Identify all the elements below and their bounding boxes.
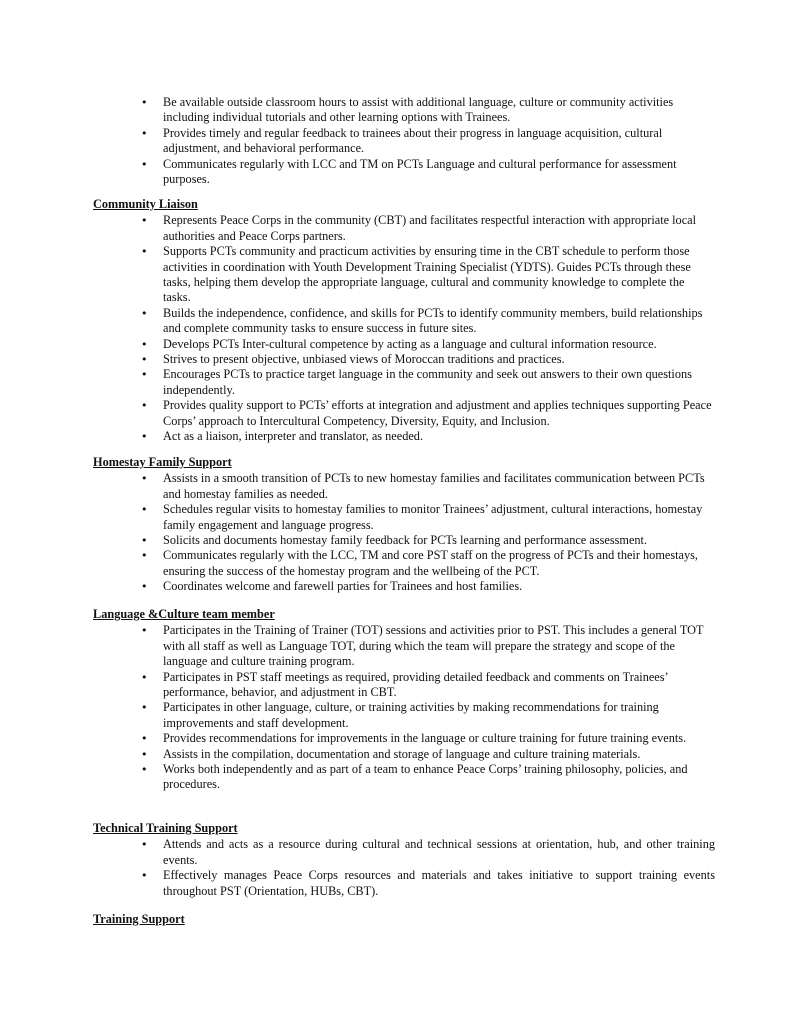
- list-item: • Develops PCTs Inter-cultural competence by acting as a language and cultural information resource.: [163, 337, 715, 352]
- training-support-section: [93, 912, 715, 928]
- list-item: • Provides quality support to PCTs’ efforts at integration and adjustment and applies techniques supporting Peace Corps’ approach to Intercultural Competency, Diversity, Equity, and Inclusion.: [163, 398, 715, 429]
- community-liaison-list: [93, 213, 715, 444]
- list-item: • Strives to present objective, unbiased views of Moroccan traditions and practices.: [163, 352, 715, 367]
- list-item: • Builds the independence, confidence, and skills for PCTs to identify community members, build relationships and complete community tasks to ensure success in future sites.: [163, 306, 715, 337]
- section-heading: Community Liaison: [93, 197, 198, 211]
- list-item: • Communicates regularly with the LCC, TM and core PST staff on the progress of PCTs and their homestays, ensuring the success of the homestay program and the wellbeing of the PCT.: [163, 548, 715, 579]
- list-item: • Supports PCTs community and practicum activities by ensuring time in the CBT schedule to perform those activities in coordination with Youth Development Training Specialist (YDTS). Guides PCTs through these tasks, helping them develop the appropriate language, cultural and community knowledge to complete the tasks.: [163, 244, 715, 306]
- list-item: • Works both independently and as part of a team to enhance Peace Corps’ training philosophy, policies, and procedures.: [163, 762, 715, 793]
- language-culture-team-member-section: [93, 607, 715, 793]
- language-culture-team-member-list: [93, 623, 715, 792]
- intro-bullet-list: [163, 95, 715, 187]
- list-item: • Act as a liaison, interpreter and translator, as needed.: [163, 429, 715, 444]
- section-heading: Language &Culture team member: [93, 607, 275, 621]
- technical-training-support-list: [93, 837, 715, 899]
- list-item: • Communicates regularly with LCC and TM on PCTs Language and cultural performance for assessment purposes.: [163, 157, 715, 188]
- list-item: • Assists in a smooth transition of PCTs to new homestay families and facilitates communication between PCTs and homestay families as needed.: [163, 471, 715, 502]
- list-item: • Represents Peace Corps in the community (CBT) and facilitates respectful interaction with appropriate local authorities and Peace Corps partners.: [163, 213, 715, 244]
- technical-training-support-section: [93, 821, 715, 899]
- list-item: • Participates in the Training of Trainer (TOT) sessions and activities prior to PST. This includes a general TOT with all staff as well as Language TOT, during which the team will prepare the strategy and scope of the language and culture training program.: [163, 623, 715, 669]
- list-item: • Schedules regular visits to homestay families to monitor Trainees’ adjustment, cultural interactions, homestay family engagement and language progress.: [163, 502, 715, 533]
- community-liaison-section: [93, 197, 715, 445]
- list-item: • Assists in the compilation, documentation and storage of language and culture training materials.: [163, 747, 715, 762]
- list-item: • Coordinates welcome and farewell parties for Trainees and host families.: [163, 579, 715, 594]
- list-item: • Effectively manages Peace Corps resources and materials and takes initiative to support training events throughout PST (Orientation, HUBs, CBT).: [163, 868, 715, 899]
- list-item: • Solicits and documents homestay family feedback for PCTs learning and performance assessment.: [163, 533, 715, 548]
- list-item: • Provides recommendations for improvements in the language or culture training for future training events.: [163, 731, 715, 746]
- list-item: • Provides timely and regular feedback to trainees about their progress in language acquisition, cultural adjustment, and behavioral performance.: [163, 126, 715, 157]
- homestay-family-support-section: [93, 455, 715, 595]
- section-heading: Technical Training Support: [93, 821, 238, 835]
- section-heading: Training Support: [93, 912, 185, 926]
- list-item: • Participates in other language, culture, or training activities by making recommendations for training improvements and staff development.: [163, 700, 715, 731]
- section-heading: Homestay Family Support: [93, 455, 232, 469]
- list-item: • Attends and acts as a resource during cultural and technical sessions at orientation, hub, and other training events.: [163, 837, 715, 868]
- list-item: • Encourages PCTs to practice target language in the community and seek out answers to their own questions independently.: [163, 367, 715, 398]
- list-item: • Be available outside classroom hours to assist with additional language, culture or community activities including individual tutorials and other learning options with Trainees.: [163, 95, 715, 126]
- list-item: • Participates in PST staff meetings as required, providing detailed feedback and comments on Trainees’ performance, behavior, and adjustment in CBT.: [163, 670, 715, 701]
- homestay-family-support-list: [93, 471, 715, 594]
